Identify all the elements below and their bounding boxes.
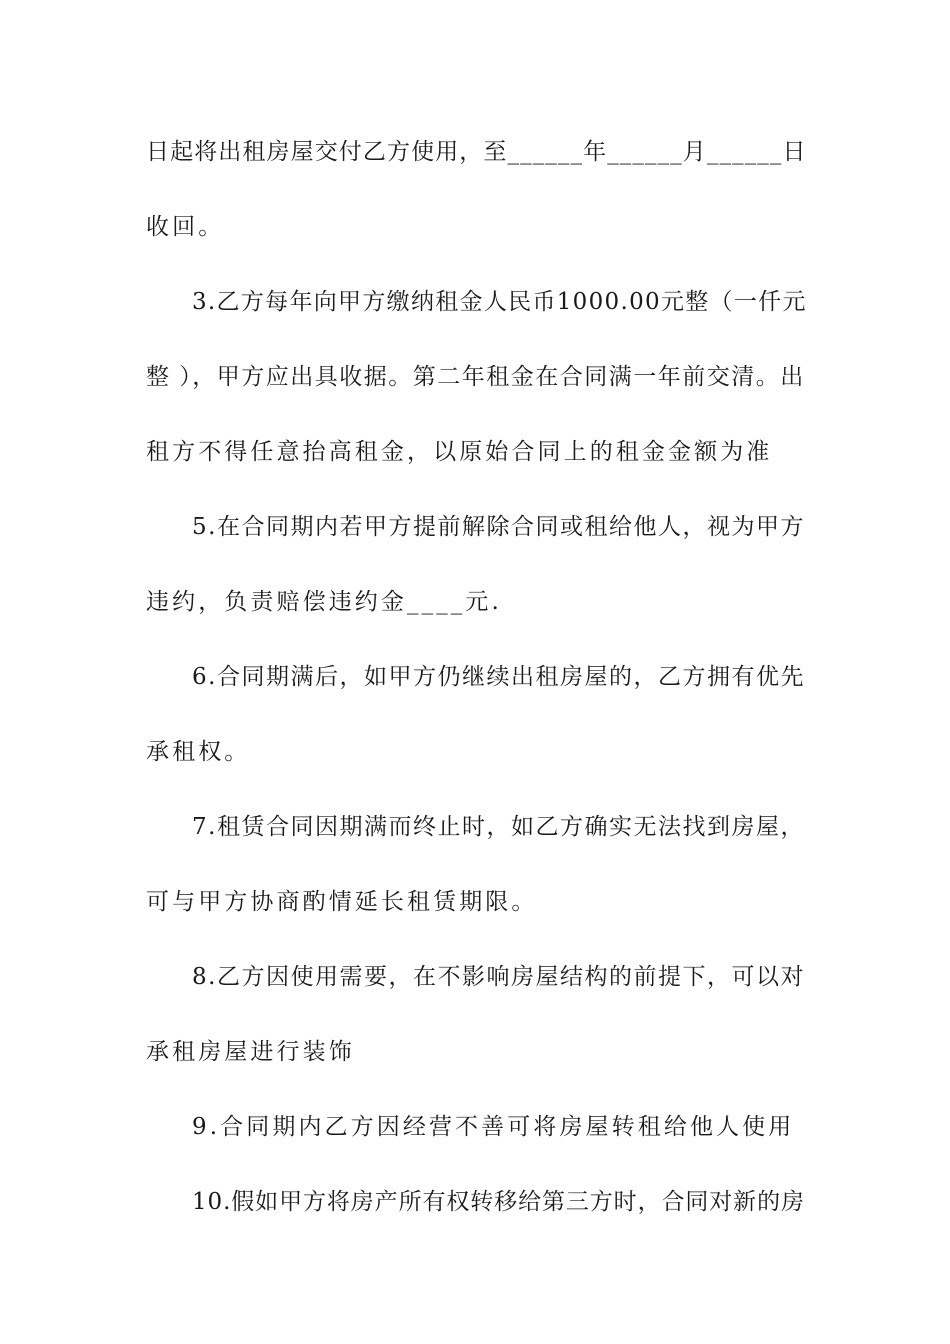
text-line: 承租房屋进行装饰 [146,1039,355,1065]
clause-5-line: 5.在合同期内若甲方提前解除合同或租给他人，视为甲方 [192,514,805,540]
text-line: 收回。 [146,214,225,240]
clause-6-line: 6.合同期满后，如甲方仍继续出租房屋的，乙方拥有优先 [192,664,805,690]
text-line: 租方不得任意抬高租金，以原始合同上的租金金额为准 [146,439,773,465]
clause-9-line: 9.合同期内乙方因经营不善可将房屋转租给他人使用 [192,1114,795,1140]
text-line: 承租权。 [146,739,251,765]
clause-8-line: 8.乙方因使用需要，在不影响房屋结构的前提下，可以对 [192,964,805,990]
clause-3-line: 3.乙方每年向甲方缴纳租金人民币1000.00元整（一仟元 [192,289,807,315]
clause-10-line: 10.假如甲方将房产所有权转移给第三方时，合同对新的房 [192,1189,805,1215]
text-line: 整 ），甲方应出具收据。第二年租金在合同满一年前交清。出 [146,364,805,390]
text-line: 日起将出租房屋交付乙方使用，至______年______月______日 [146,139,807,165]
text-line: 可与甲方协商酌情延长租赁期限。 [146,889,538,915]
clause-7-line: 7.租赁合同因期满而终止时，如乙方确实无法找到房屋， [192,814,805,840]
text-line: 违约，负责赔偿违约金____元. [146,589,502,615]
